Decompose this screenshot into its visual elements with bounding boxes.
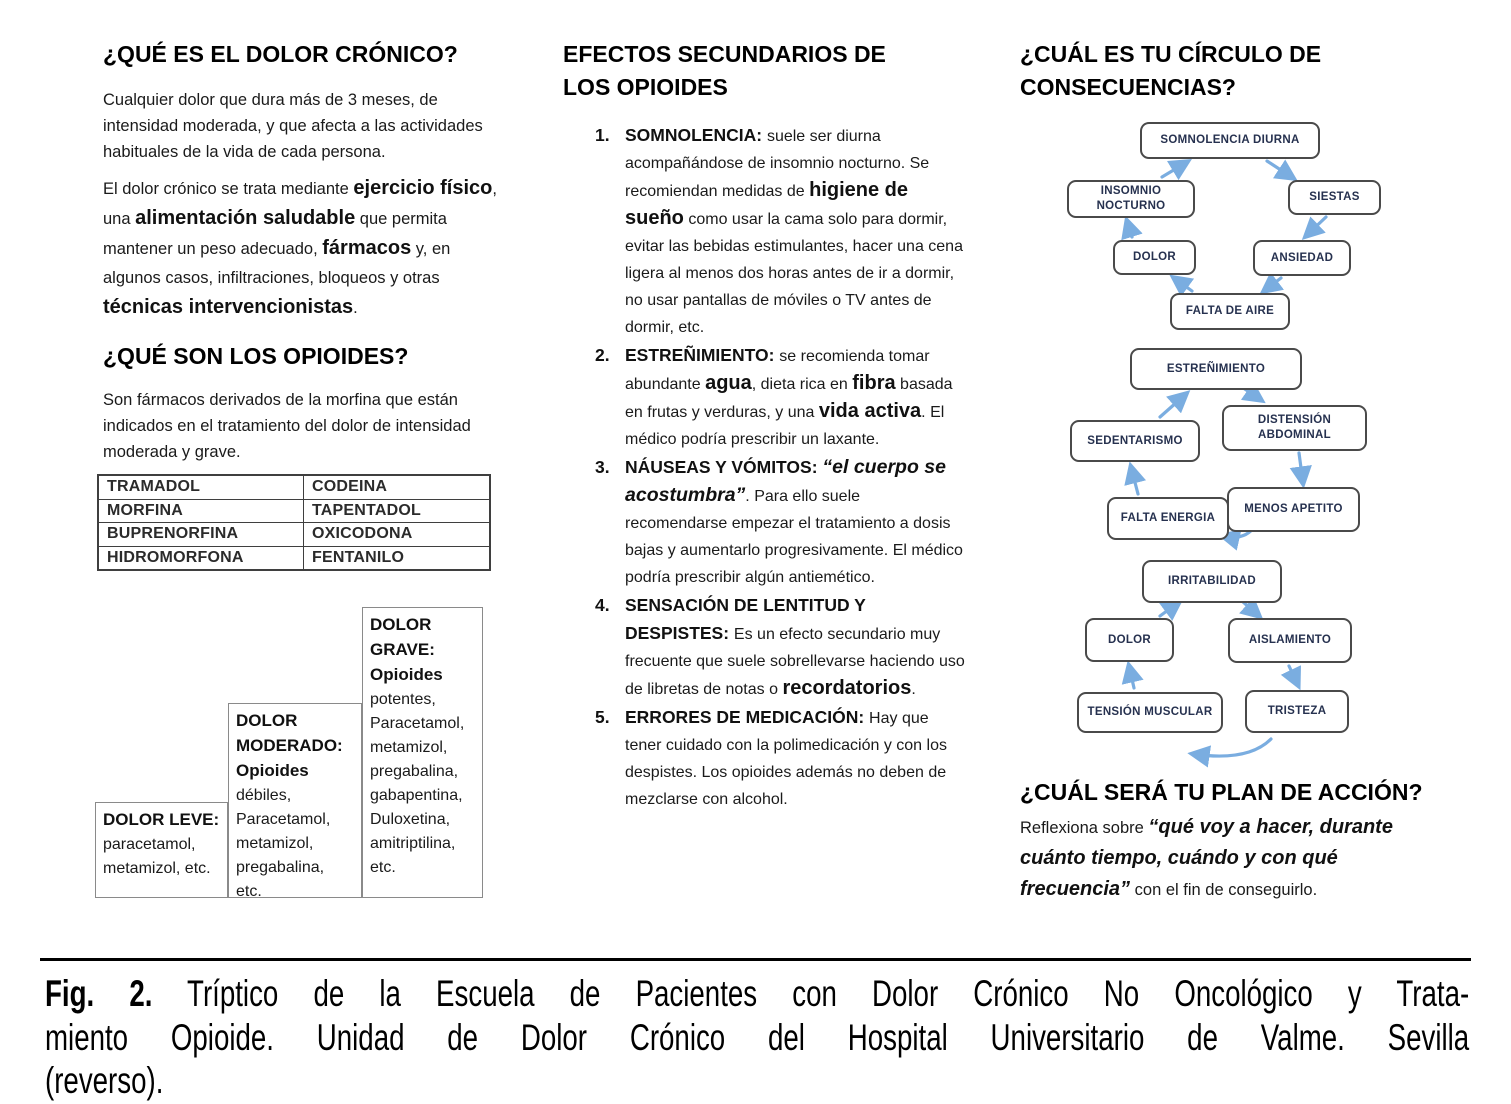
list-number: 2. <box>595 345 610 365</box>
flow-box-dolor-1: DOLOR <box>1113 240 1196 275</box>
drug-cell: FENTANILO <box>304 546 491 570</box>
table-row <box>98 475 490 499</box>
list-item <box>595 342 965 453</box>
flow-box-insomnio-nocturno: INSOMNIO NOCTURNO <box>1067 180 1195 218</box>
para-definicion-dolor-cronico: Cualquier dolor que dura más de 3 meses, de intensidad moderada, y que afecta a las actividades habituales de la vida de cada persona. <box>103 91 483 161</box>
list-item-text: SENSACIÓN DE LENTITUD Y DESPISTES: Es un efecto secundario muy frecuente que suele sobrellevarse haciendo uso de libretas de notas o recordatorios. <box>625 595 965 699</box>
ladder-step-dolor-leve: DOLOR LEVE: paracetamol, metamizol, etc. <box>95 802 228 898</box>
flow-box-falta-energia: FALTA ENERGIA <box>1107 497 1229 540</box>
list-item-text: ESTREÑIMIENTO: se recomienda tomar abundante agua, dieta rica en fibra basada en frutas y verduras, y una vida activa. El médico podría prescribir un laxante. <box>625 345 953 448</box>
list-number: 5. <box>595 707 610 727</box>
figure-caption <box>45 972 1469 1103</box>
para-plan-de-accion: Reflexiona sobre “qué voy a hacer, durante cuánto tiempo, cuándo y con qué frecuencia” con el fin de conseguirlo. <box>1020 816 1393 900</box>
flow-box-irritabilidad: IRRITABILIDAD <box>1142 560 1282 603</box>
table-row <box>98 499 490 523</box>
flow-box-tristeza: TRISTEZA <box>1245 690 1349 733</box>
list-number: 1. <box>595 125 610 145</box>
para-tratamiento-dolor-cronico: El dolor crónico se trata mediante ejercicio físico, una alimentación saludable que permita mantener un peso adecuado, fármacos y, en algunos casos, infiltraciones, bloqueos y otras técnicas intervencionistas. <box>103 177 497 318</box>
side-effects-list <box>595 122 965 814</box>
flow-box-somnolencia-diurna: SOMNOLENCIA DIURNA <box>1140 122 1320 159</box>
ladder-step-dolor-grave: DOLOR GRAVE: Opioides potentes, Paracetamol, metamizol, pregabalina, gabapentina, Duloxetina, amitriptilina, etc. <box>362 607 483 898</box>
flow-box-siestas: SIESTAS <box>1288 180 1381 215</box>
consequence-cycle-diagram <box>1008 110 1453 770</box>
flow-box-sedentarismo: SEDENTARISMO <box>1070 420 1200 462</box>
flow-box-menos-apetito: MENOS APETITO <box>1227 487 1360 532</box>
heading-que-es-dolor-cronico: ¿QUÉ ES EL DOLOR CRÓNICO? <box>103 41 458 67</box>
list-item <box>595 122 965 341</box>
flow-box-estrenimiento: ESTREÑIMIENTO <box>1130 348 1302 390</box>
panel-que-es-dolor-cronico <box>95 0 503 960</box>
drug-cell: TAPENTADOL <box>304 499 491 523</box>
flow-box-tension-muscular: TENSIÓN MUSCULAR <box>1077 692 1223 733</box>
list-item <box>595 454 965 591</box>
caption-line: miento Opioide. Unidad de Dolor Crónico del Hospital Universitario de Valme. Sevilla <box>45 1016 1470 1058</box>
flow-box-distension-abdominal: DISTENSIÓN ABDOMINAL <box>1222 405 1367 451</box>
drug-table <box>97 474 491 571</box>
list-number: 4. <box>595 595 610 615</box>
caption-line <box>45 972 1469 1016</box>
para-definicion-opioides: Son fármacos derivados de la morfina que están indicados en el tratamiento del dolor de intensidad moderada y grave. <box>103 391 471 461</box>
list-item <box>595 592 965 703</box>
figure-label: Fig. 2. <box>45 973 153 1014</box>
drug-cell: MORFINA <box>98 499 304 523</box>
heading-efectos-secundarios: EFECTOS SECUNDARIOS DE LOS OPIOIDES <box>563 41 886 100</box>
list-item-text: NÁUSEAS Y VÓMITOS: “el cuerpo se acostumbra”. Para ello suele recomendarse empezar el tratamiento a dosis bajas y aumentarlo progresivamente. El médico podría prescribir algún antiemético. <box>625 456 963 586</box>
heading-que-son-opioides: ¿QUÉ SON LOS OPIOIDES? <box>103 343 409 369</box>
table-row <box>98 546 490 570</box>
heading-circulo-consecuencias: ¿CUÁL ES TU CÍRCULO DE CONSECUENCIAS? <box>1020 41 1322 100</box>
list-item-text: ERRORES DE MEDICACIÓN: Hay que tener cuidado con la polimedicación y con los despistes. Los opioides además no deben de mezclarse con alcohol. <box>625 707 947 808</box>
caption-text: Tríptico de la Escuela de Pacientes con Dolor Crónico No Oncológico y Trata- <box>152 973 1470 1014</box>
list-item <box>595 704 965 813</box>
caption-line: (reverso). <box>45 1060 164 1101</box>
drug-cell: TRAMADOL <box>98 475 304 499</box>
ladder-step-dolor-moderado: DOLOR MODERADO: Opioides débiles, Paracetamol, metamizol, pregabalina, etc. <box>228 703 362 898</box>
panel-circulo-consecuencias <box>1008 0 1453 960</box>
drug-cell: HIDROMORFONA <box>98 546 304 570</box>
flow-box-dolor-2: DOLOR <box>1085 618 1174 662</box>
flow-box-falta-de-aire: FALTA DE AIRE <box>1170 293 1290 330</box>
panel-efectos-secundarios <box>563 0 965 960</box>
drug-cell: CODEINA <box>304 475 491 499</box>
caption-divider <box>40 958 1471 961</box>
drug-cell: BUPRENORFINA <box>98 523 304 547</box>
flow-box-aislamiento: AISLAMIENTO <box>1228 618 1352 663</box>
list-item-text: SOMNOLENCIA: suele ser diurna acompañándose de insomnio nocturno. Se recomiendan medidas de higiene de sueño como usar la cama solo para dormir, evitar las bebidas estimulantes, hacer una cena ligera al menos dos horas antes de ir a dormir, no usar pantallas de móviles o TV antes de dormir, etc. <box>625 125 963 336</box>
drug-cell: OXICODONA <box>304 523 491 547</box>
list-number: 3. <box>595 457 610 477</box>
heading-plan-de-accion: ¿CUÁL SERÁ TU PLAN DE ACCIÓN? <box>1020 779 1423 805</box>
flow-box-ansiedad: ANSIEDAD <box>1253 240 1351 276</box>
table-row <box>98 523 490 547</box>
